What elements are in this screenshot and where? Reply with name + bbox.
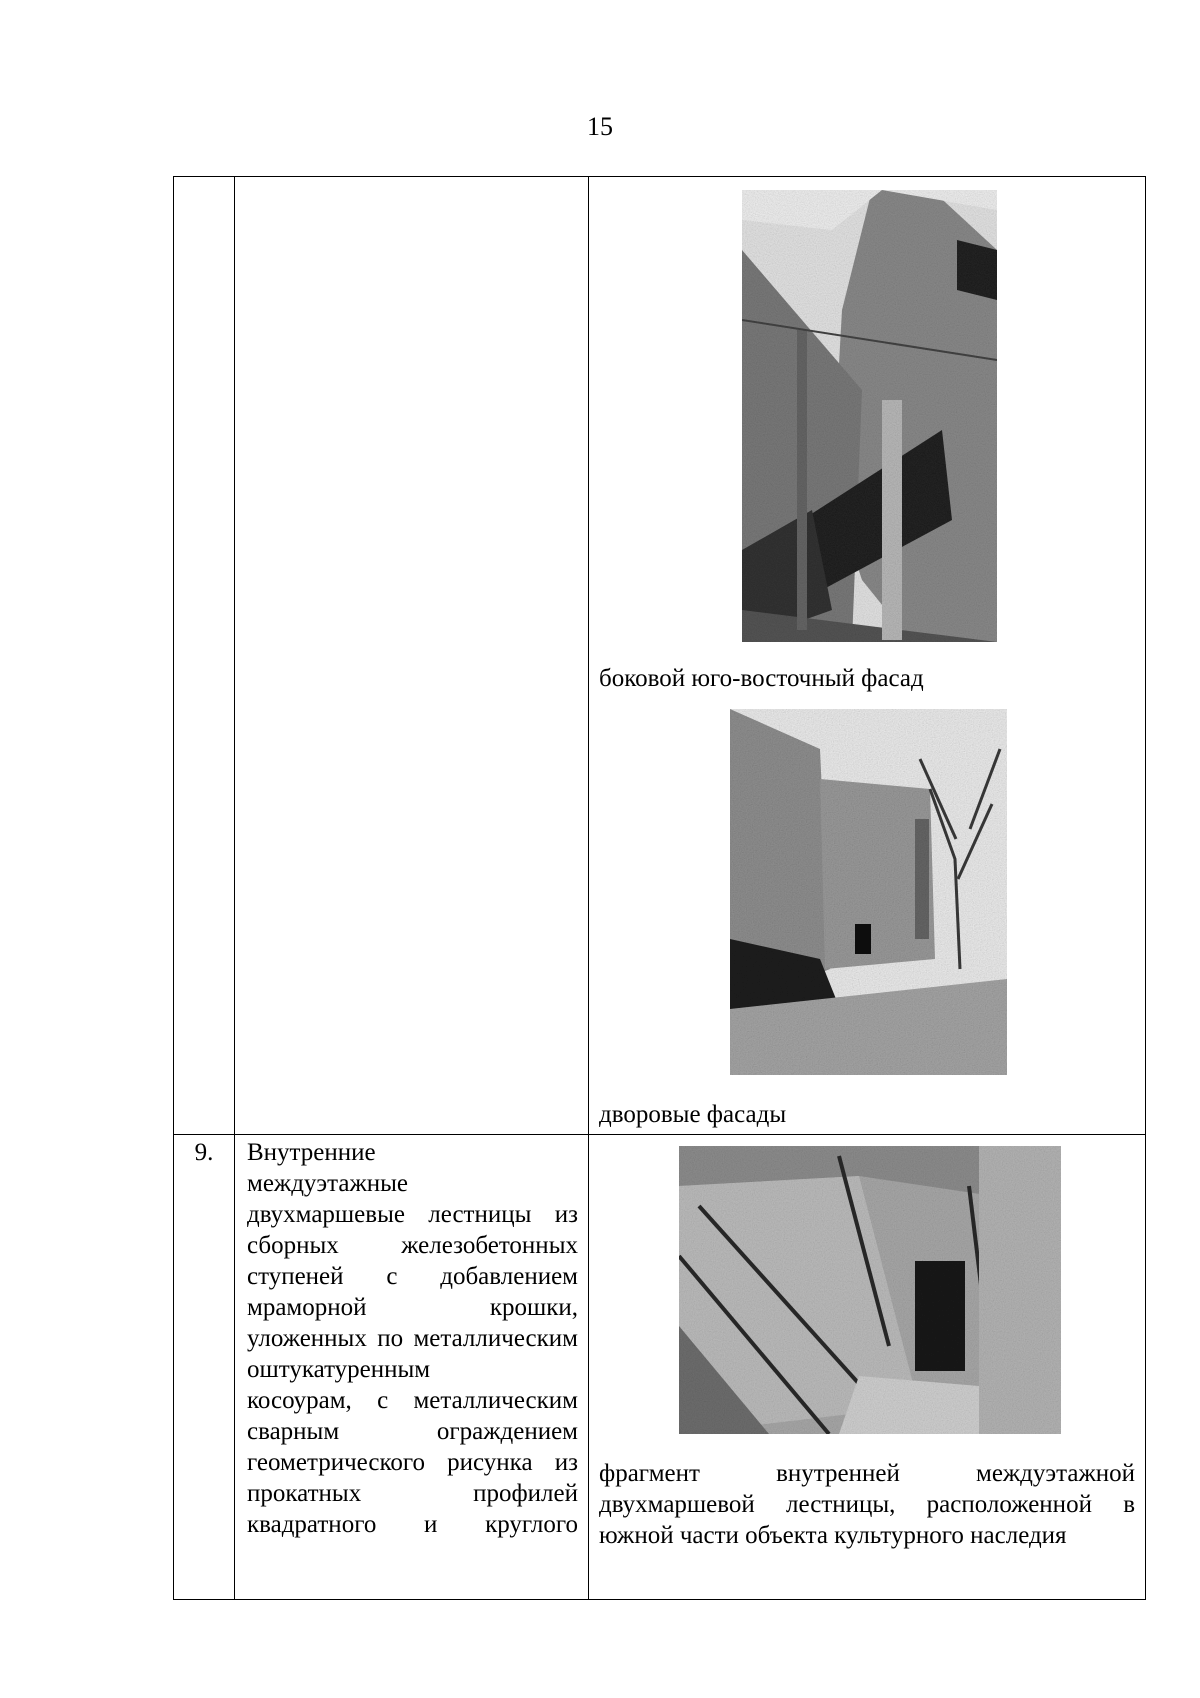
- row-number-cell: [174, 177, 235, 1135]
- facade-photo: [742, 190, 997, 642]
- row-description-cell: [235, 177, 589, 1135]
- photo-caption: боковой юго-восточный фасад: [599, 665, 924, 692]
- staircase-photo: [679, 1146, 1061, 1434]
- courtyard-photo: [730, 709, 1007, 1075]
- row-photos-cell: [589, 177, 1146, 1135]
- row-photos-cell: [589, 1135, 1146, 1600]
- description-text: двухмаршевые лестницы из сборных железобетонных ступеней с добавлением мраморной крошки, уложенных по металлическим оштукатуренным: [247, 1201, 578, 1383]
- description-line: Внутренние: [247, 1139, 376, 1166]
- page-number: 15: [587, 112, 613, 141]
- row-description-cell: [235, 1135, 589, 1600]
- row-number-cell: 9.: [174, 1135, 235, 1600]
- heritage-table: [173, 176, 1146, 1600]
- photo-caption: фрагмент внутренней междуэтажной двухмаршевой лестницы, расположенной в южной части объекта культурного наследия: [599, 1460, 1135, 1549]
- photo-caption: дворовые фасады: [599, 1101, 787, 1128]
- description-line: междуэтажные: [247, 1170, 409, 1197]
- description-text: косоурам, с металлическим сварным ограждением геометрического рисунка из прокатных профилей квадратного и круглого: [247, 1387, 578, 1538]
- table-row: [174, 177, 1146, 1135]
- table-row: [174, 1135, 1146, 1600]
